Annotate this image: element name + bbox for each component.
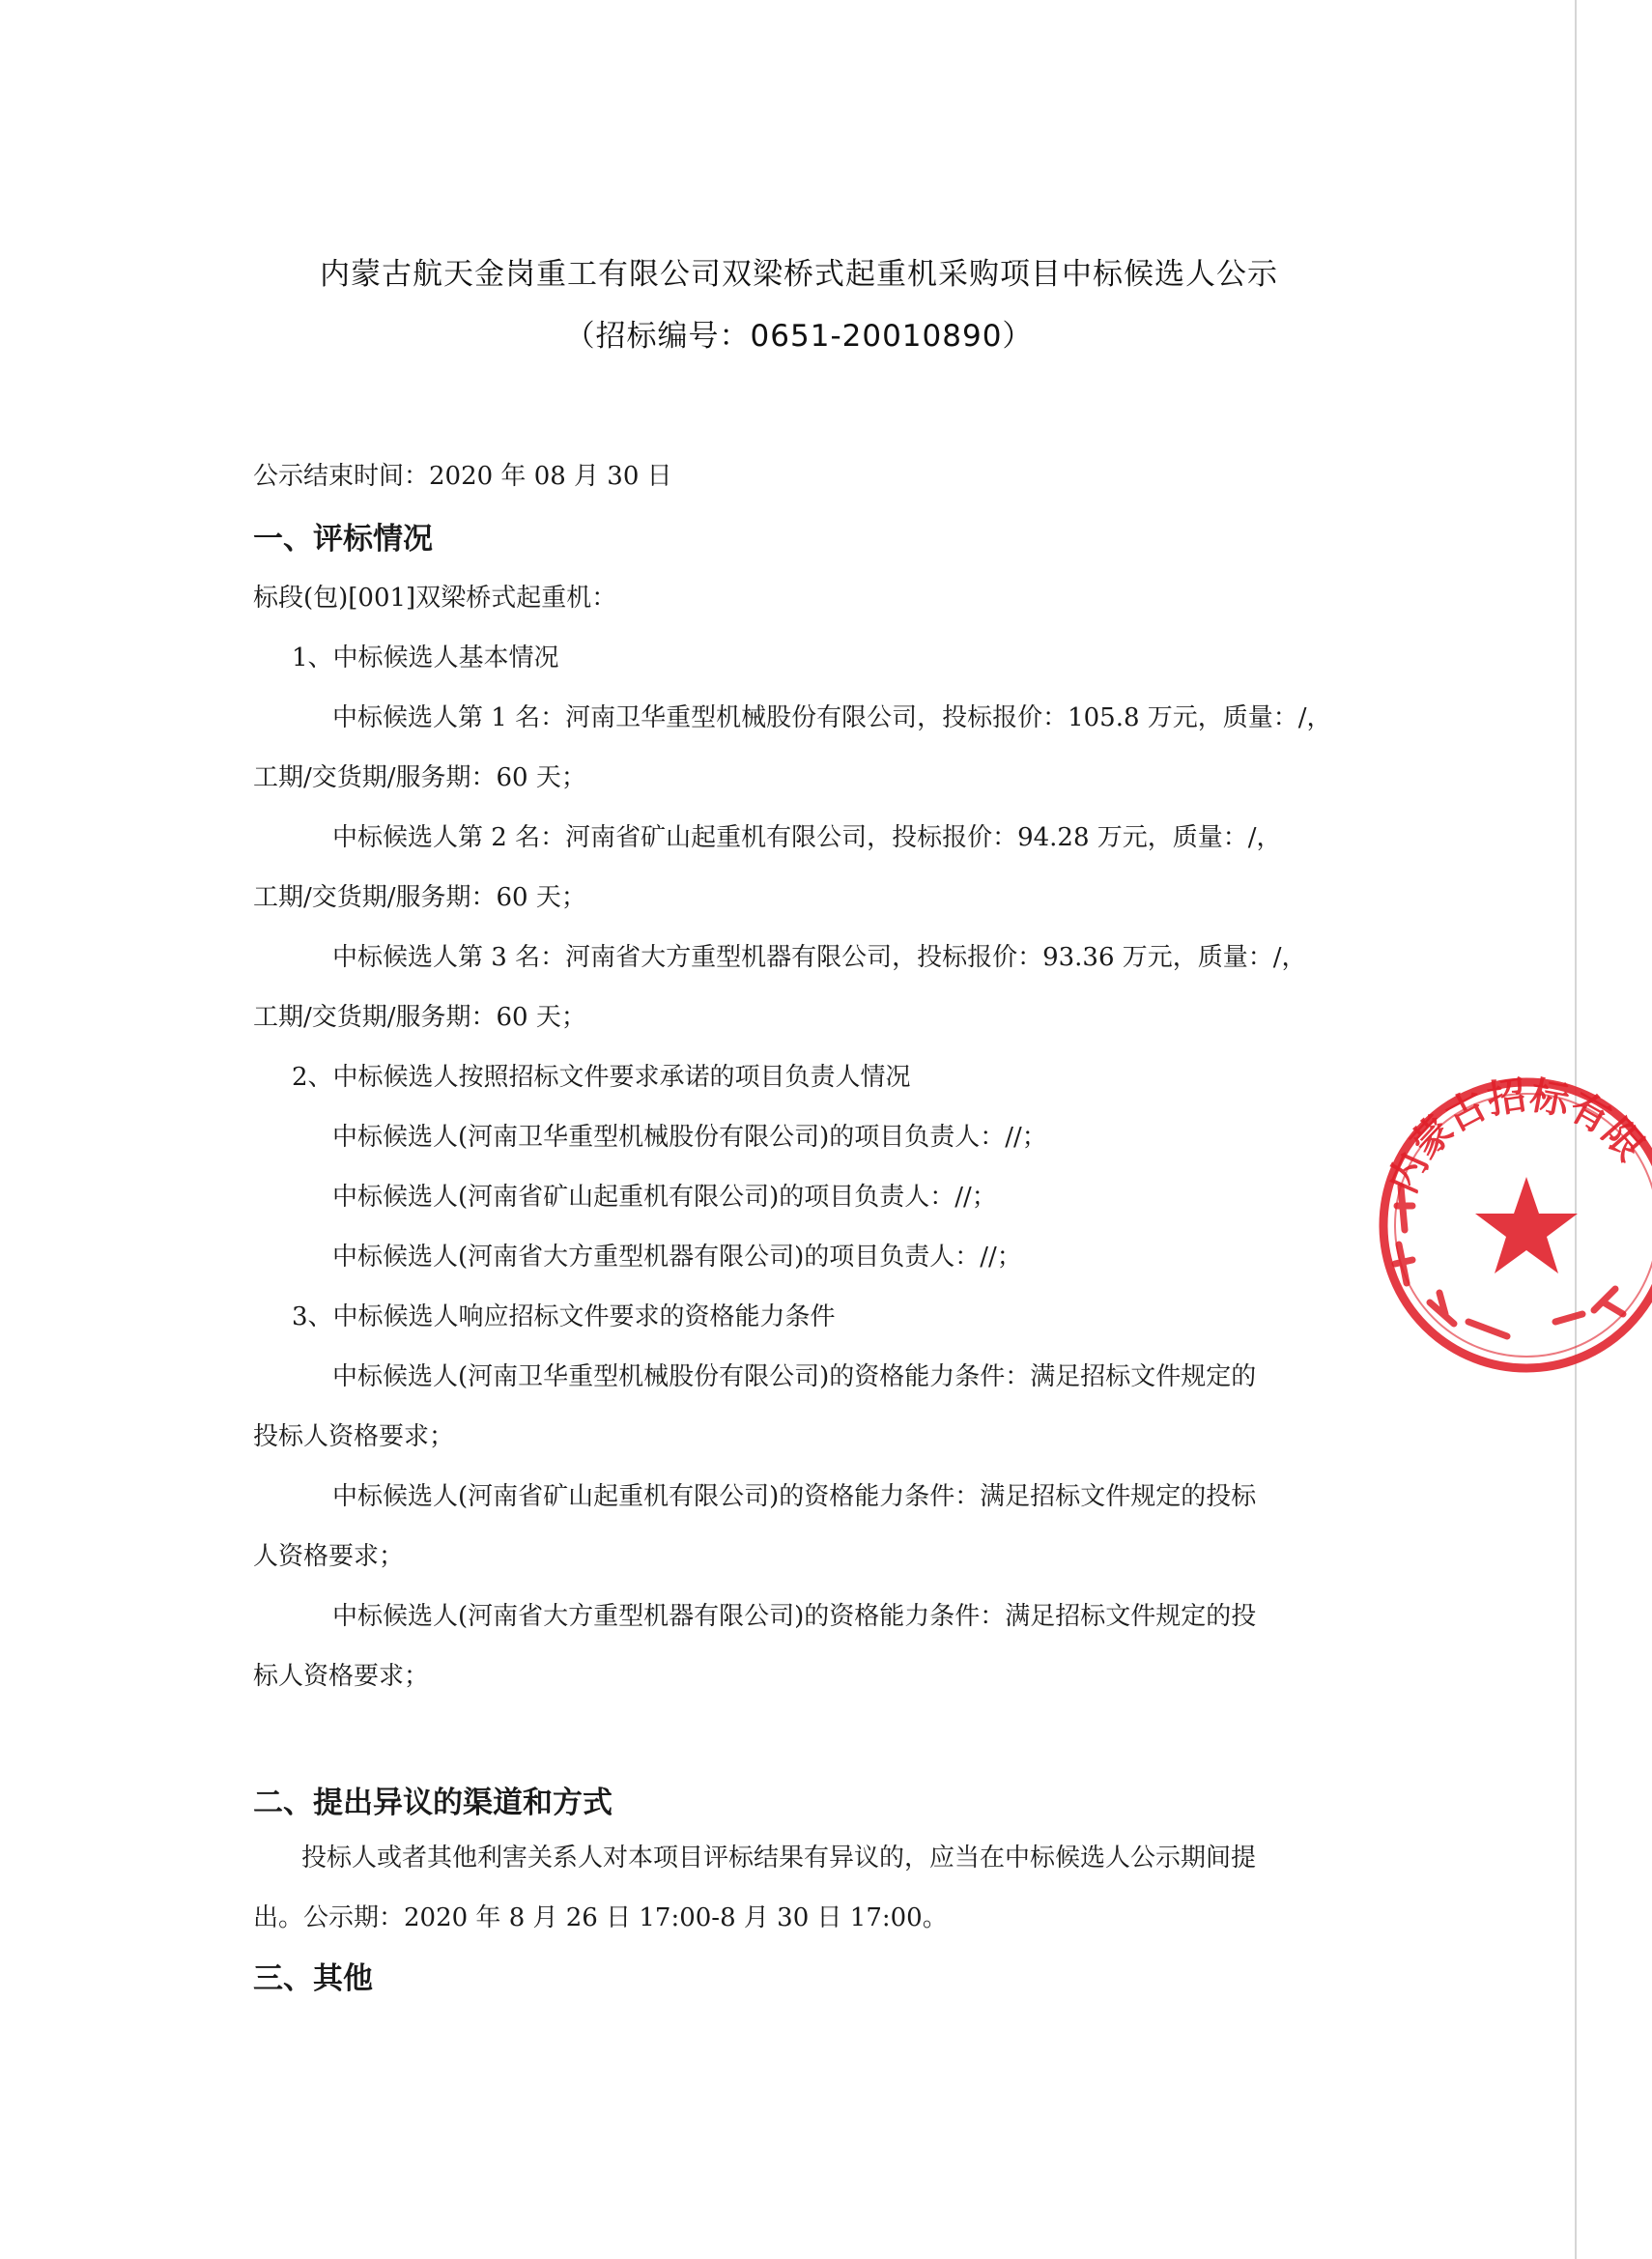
qualification-3-line1: 中标候选人(河南省大方重型机器有限公司)的资格能力条件：满足招标文件规定的投 — [332, 1602, 1257, 1631]
candidate-3-line1: 中标候选人第 3 名：河南省大方重型机器有限公司，投标报价：93.36 万元，质量：/， — [332, 943, 1307, 972]
candidate-2-line1: 中标候选人第 2 名：河南省矿山起重机有限公司，投标报价：94.28 万元，质量：/， — [332, 823, 1282, 852]
qualification-3-line2: 标人资格要求； — [253, 1662, 430, 1691]
candidate-1-line2: 工期/交货期/服务期：60 天； — [253, 763, 586, 792]
qualification-2-line2: 人资格要求； — [253, 1542, 405, 1571]
candidate-2-line2: 工期/交货期/服务期：60 天； — [253, 883, 586, 912]
section2-heading: 二、提出异议的渠道和方式 — [253, 1786, 612, 1820]
candidate-3-line2: 工期/交货期/服务期：60 天； — [253, 1003, 586, 1032]
publicity-end-time: 公示结束时间：2020 年 08 月 30 日 — [253, 462, 672, 491]
section3-heading: 三、其他 — [253, 1961, 373, 1996]
sub2-heading: 2、中标候选人按照招标文件要求承诺的项目负责人情况 — [292, 1063, 911, 1092]
candidate-1-line1: 中标候选人第 1 名：河南卫华重型机械股份有限公司，投标报价：105.8 万元，质量：/， — [332, 703, 1332, 732]
seal-text: 内蒙古招标有限 — [1381, 1072, 1652, 1200]
objection-line1: 投标人或者其他利害关系人对本项目评标结果有异议的，应当在中标候选人公示期间提 — [301, 1844, 1257, 1873]
project-lead-2: 中标候选人(河南省矿山起重机有限公司)的项目负责人：//； — [332, 1183, 997, 1212]
qualification-1-line1: 中标候选人(河南卫华重型机械股份有限公司)的资格能力条件：满足招标文件规定的 — [332, 1362, 1257, 1391]
svg-text:内蒙古招标有限 — [1381, 1073, 1652, 1200]
objection-line2: 出。公示期：2020 年 8 月 26 日 17:00-8 月 30 日 17:00。 — [253, 1903, 948, 1932]
lot-label: 标段(包)[001]双梁桥式起重机： — [253, 584, 617, 613]
sub3-heading: 3、中标候选人响应招标文件要求的资格能力条件 — [292, 1302, 836, 1331]
document-title: 内蒙古航天金岗重工有限公司双梁桥式起重机采购项目中标候选人公示 — [320, 257, 1278, 292]
project-lead-3: 中标候选人(河南省大方重型机器有限公司)的项目负责人：//； — [332, 1243, 1022, 1272]
official-seal-stamp — [1362, 1061, 1652, 1389]
section1-heading: 一、评标情况 — [253, 522, 433, 557]
seal-star-icon — [1475, 1177, 1578, 1273]
sub1-heading: 1、中标候选人基本情况 — [292, 643, 559, 672]
qualification-1-line2: 投标人资格要求； — [253, 1422, 455, 1451]
project-lead-1: 中标候选人(河南卫华重型机械股份有限公司)的项目负责人：//； — [332, 1123, 1047, 1152]
tender-number: （招标编号：0651-20010890） — [564, 319, 1034, 354]
qualification-2-line1: 中标候选人(河南省矿山起重机有限公司)的资格能力条件：满足招标文件规定的投标 — [332, 1482, 1257, 1511]
